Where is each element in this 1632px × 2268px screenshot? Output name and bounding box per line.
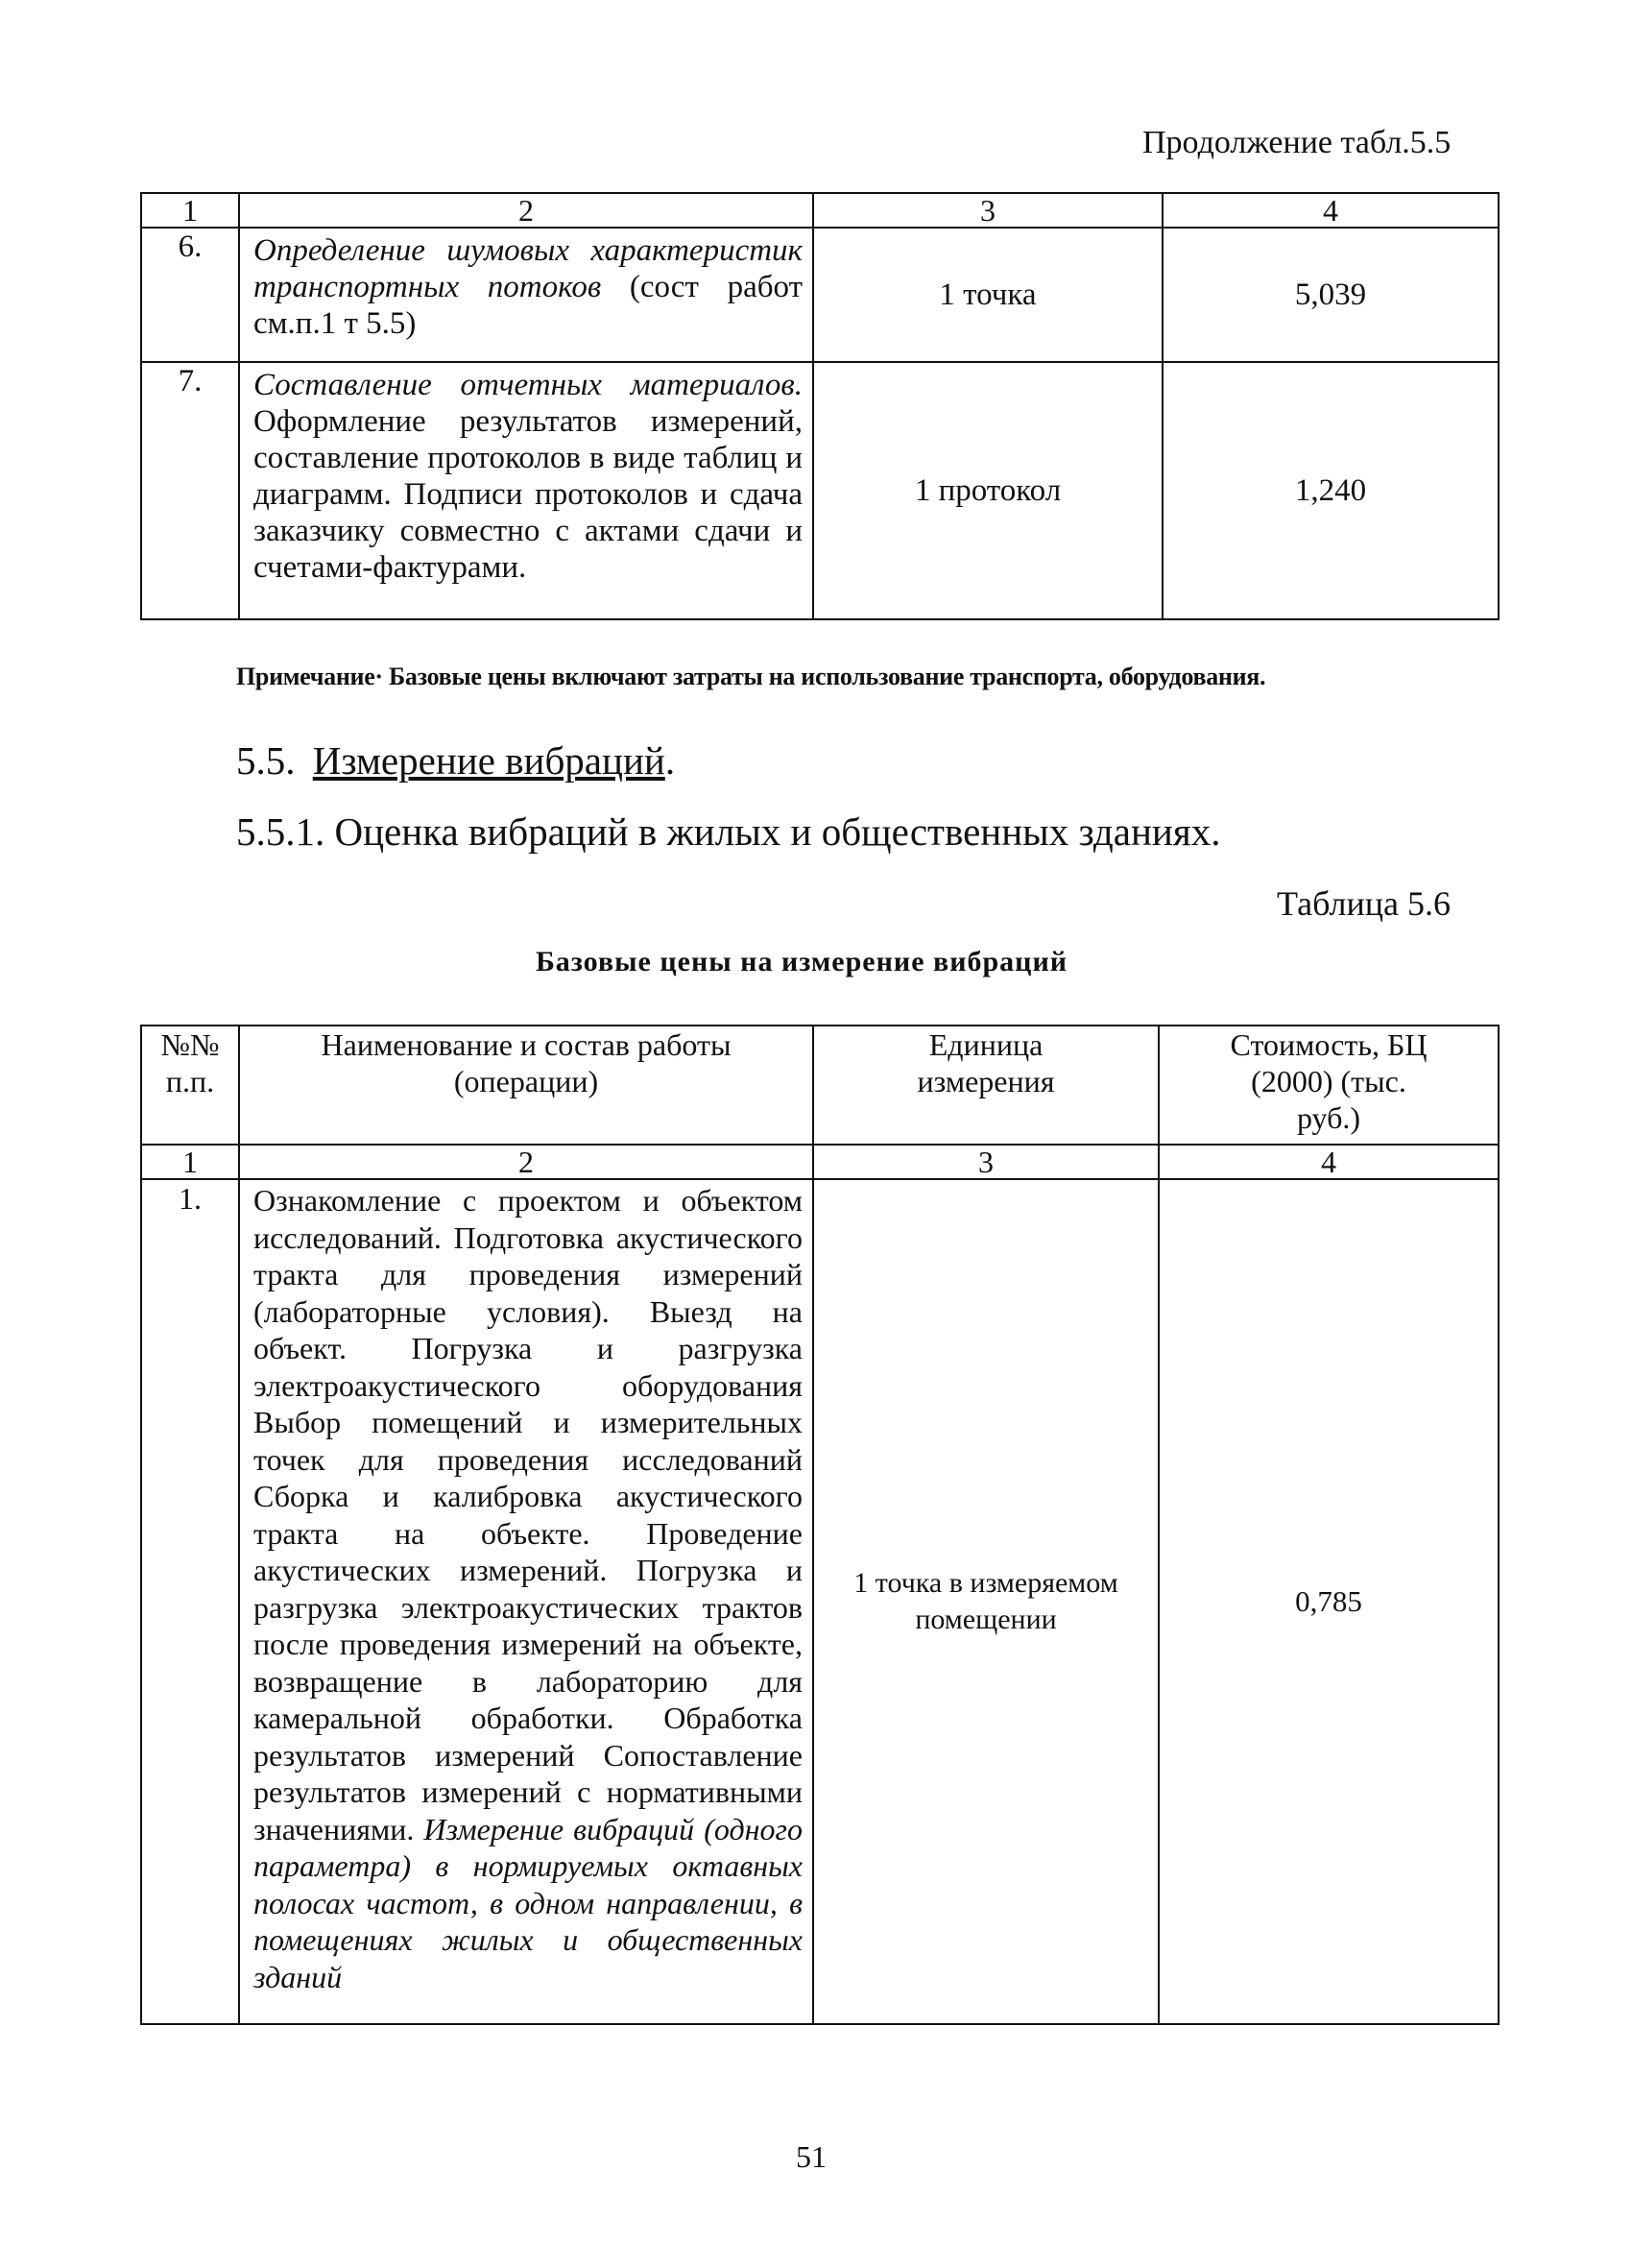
row-name-plain: Оформление результатов измерений, составление протоколов в виде таблиц и диаграмм. Подписи протоколов и сдача заказчику совместно с актами сдачи и счетами-фактурами. xyxy=(253,404,803,585)
row-name xyxy=(239,228,813,362)
section-heading xyxy=(236,737,675,784)
section-number: 5.5. xyxy=(236,738,296,783)
row-name-plain: (сост работ см.п.1 т 5.5) xyxy=(253,270,804,341)
table-label: Таблица 5.6 xyxy=(1277,884,1451,923)
row-unit-text: 1 точка в измеряемом помещении xyxy=(853,1567,1118,1635)
col-num-2: 2 xyxy=(239,1145,813,1179)
table-row xyxy=(141,362,1499,619)
row-name xyxy=(239,362,813,619)
col-num-3: 3 xyxy=(813,1145,1159,1179)
row-unit xyxy=(813,1179,1159,2024)
header-cost: Стоимость, БЦ (2000) (тыс. руб.) xyxy=(1159,1025,1499,1145)
continuation-label: Продолжение табл.5.5 xyxy=(1142,125,1452,160)
table-header-numbers xyxy=(141,1145,1499,1179)
table-note: Примечание· Базовые цены включают затраты на использование транспорта, оборудования. xyxy=(236,663,1266,690)
col-num-4: 4 xyxy=(1159,1145,1499,1179)
row-number: 1. xyxy=(141,1179,239,2024)
table-5-6 xyxy=(140,1025,1500,2025)
table-5-5-continuation xyxy=(140,192,1500,620)
table-header-numbers xyxy=(141,193,1499,228)
header-name: Наименование и состав работы (операции) xyxy=(239,1025,813,1145)
row-name-italic: Определение шумовых характеристик транспортных потоков xyxy=(253,233,803,304)
section-title: Измерение вибраций xyxy=(312,738,665,783)
row-name-plain: Ознакомление с проектом и объектом исследований. Подготовка акустического тракта для проведения измерений (лабораторные условия). Выезд на объект. Погрузка и разгрузка электроакустического оборудования Выбор помещений и измерительных точек для проведения исследований Сборка и калибровка акустического тракта на объекте. Проведение акустических измерений. Погрузка и разгрузка электроакустических трактов после проведения измерений на объекте, возвращение в лабораторию для камеральной обработки. Обработка результатов измерений Сопоставление результатов измерений с нормативными значениями. xyxy=(253,1183,803,1846)
header-unit: Единица измерения xyxy=(813,1025,1159,1145)
row-unit: 1 точка xyxy=(813,228,1163,362)
subsection-heading: 5.5.1. Оценка вибраций в жилых и общественных зданиях. xyxy=(236,809,1221,854)
section-title-end: . xyxy=(664,738,676,783)
col-num-1: 1 xyxy=(141,193,239,228)
row-name-italic: Измерение вибраций (одного параметра) в нормируемых октавных полосах частот, в одном направлении, в помещениях жилых и общественных зданий xyxy=(253,1811,804,1994)
row-name xyxy=(239,1179,813,2024)
row-cost: 1,240 xyxy=(1163,362,1499,619)
col-num-1: 1 xyxy=(141,1145,239,1179)
col-num-2: 2 xyxy=(239,193,813,228)
header-num: №№ п.п. xyxy=(141,1025,239,1145)
page-number: 51 xyxy=(796,2139,827,2174)
row-unit: 1 протокол xyxy=(813,362,1163,619)
row-number: 7. xyxy=(141,362,239,619)
row-cost: 0,785 xyxy=(1159,1179,1499,2024)
table-title: Базовые цены на измерение вибраций xyxy=(535,946,1068,977)
row-number: 6. xyxy=(141,228,239,362)
row-cost: 5,039 xyxy=(1163,228,1499,362)
col-num-3: 3 xyxy=(813,193,1163,228)
table-header xyxy=(141,1025,1499,1145)
col-num-4: 4 xyxy=(1163,193,1499,228)
table-row xyxy=(141,228,1499,362)
row-name-italic: Составление отчетных материалов. xyxy=(253,368,803,402)
table-row xyxy=(141,1179,1499,2024)
